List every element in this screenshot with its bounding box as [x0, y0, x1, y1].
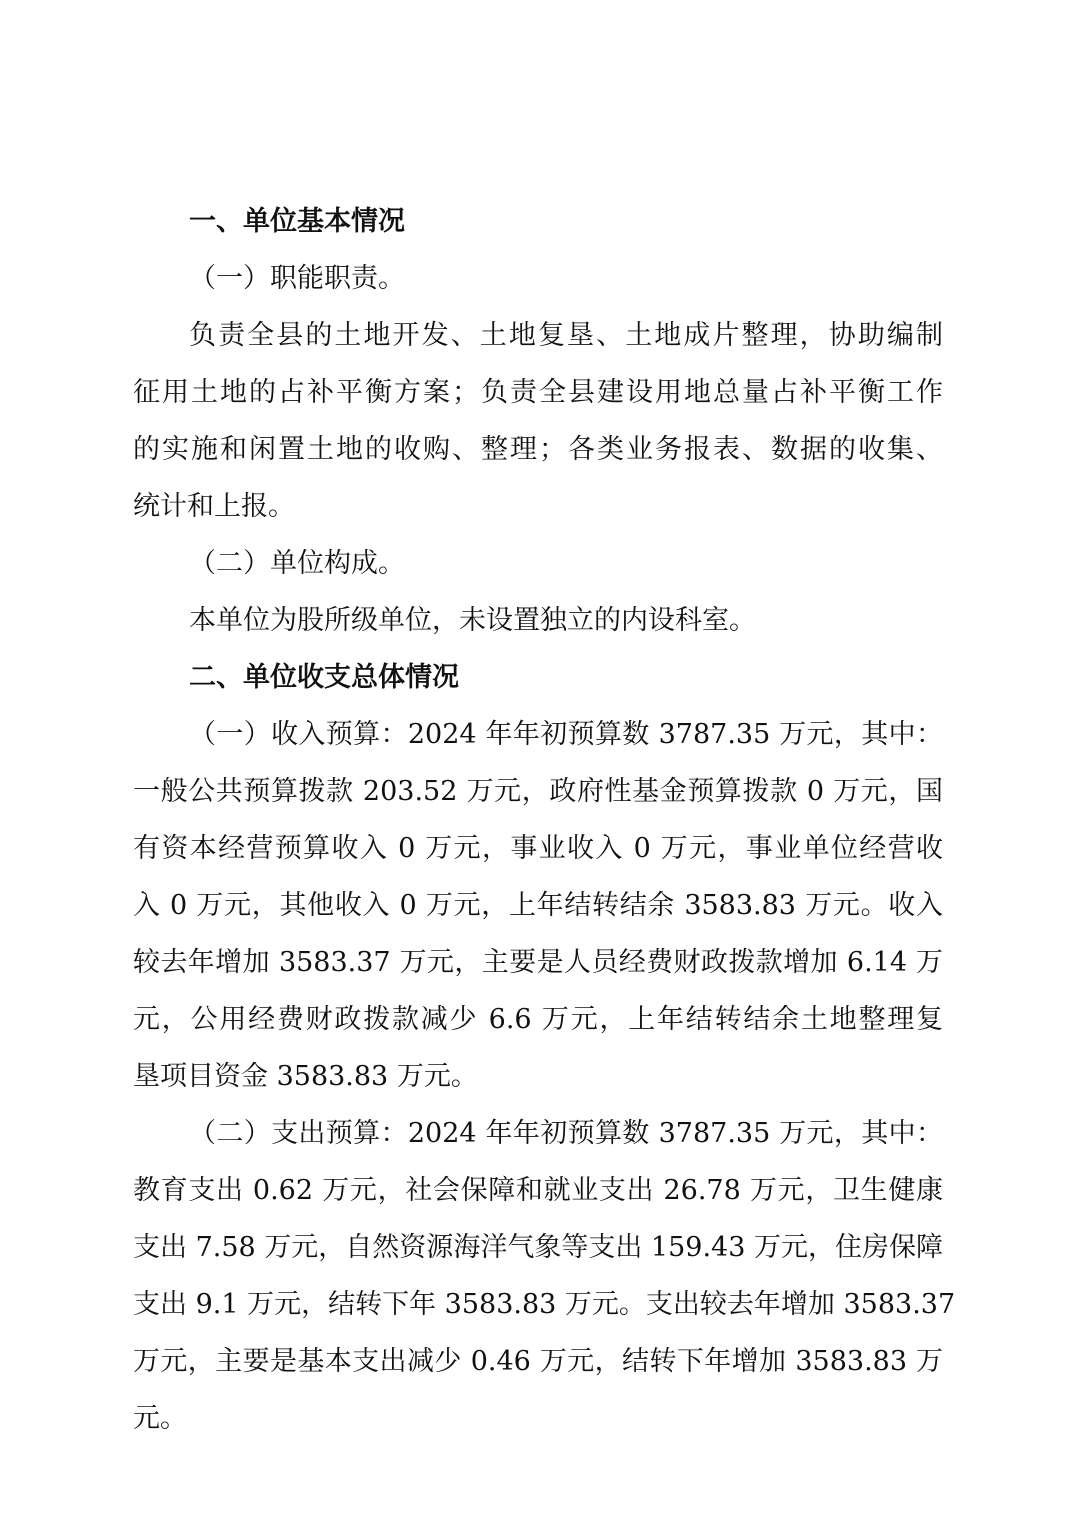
subsection-duties-heading: （一）职能职责。	[189, 263, 405, 294]
section-1-heading: 一、单位基本情况	[189, 206, 405, 237]
structure-paragraph	[133, 592, 943, 649]
paragraph-line: 负责全县的土地开发、土地复垦、土地成片整理，协助编制	[189, 320, 943, 351]
paragraph-line: 征用土地的占补平衡方案；负责全县建设用地总量占补平衡工作	[133, 377, 943, 408]
paragraph-line: 支出 7.58 万元，自然资源海洋气象等支出 159.43 万元，住房保障	[133, 1232, 943, 1263]
paragraph-line: 垦项目资金 3583.83 万元。	[133, 1061, 478, 1092]
paragraph-line: 支出 9.1 万元，结转下年 3583.83 万元。支出较去年增加 3583.37	[133, 1289, 956, 1320]
document-page	[133, 193, 956, 1447]
paragraph-line: 统计和上报。	[133, 491, 295, 522]
paragraph-line: 元。	[133, 1403, 187, 1434]
income-budget-paragraph	[133, 706, 943, 1105]
paragraph-line: 较去年增加 3583.37 万元，主要是人员经费财政拨款增加 6.14 万	[133, 947, 943, 978]
paragraph-line: 元，公用经费财政拨款减少 6.6 万元，上年结转结余土地整理复	[133, 1004, 943, 1035]
paragraph-line: 一般公共预算拨款 203.52 万元，政府性基金预算拨款 0 万元，国	[133, 776, 943, 807]
paragraph-line: （二）支出预算：2024 年年初预算数 3787.35 万元，其中：	[189, 1118, 943, 1149]
paragraph-line: （一）收入预算：2024 年年初预算数 3787.35 万元，其中：	[189, 719, 943, 750]
paragraph-line: 的实施和闲置土地的收购、整理；各类业务报表、数据的收集、	[133, 434, 943, 465]
expense-budget-paragraph	[133, 1105, 956, 1447]
duties-paragraph	[133, 307, 943, 535]
paragraph-line: 本单位为股所级单位，未设置独立的内设科室。	[189, 605, 756, 636]
subsection-structure-heading: （二）单位构成。	[189, 548, 405, 579]
paragraph-line: 教育支出 0.62 万元，社会保障和就业支出 26.78 万元，卫生健康	[133, 1175, 943, 1206]
paragraph-line: 万元，主要是基本支出减少 0.46 万元，结转下年增加 3583.83 万	[133, 1346, 943, 1377]
paragraph-line: 入 0 万元，其他收入 0 万元，上年结转结余 3583.83 万元。收入	[133, 890, 943, 921]
section-2-heading: 二、单位收支总体情况	[189, 662, 459, 693]
paragraph-line: 有资本经营预算收入 0 万元，事业收入 0 万元，事业单位经营收	[133, 833, 943, 864]
